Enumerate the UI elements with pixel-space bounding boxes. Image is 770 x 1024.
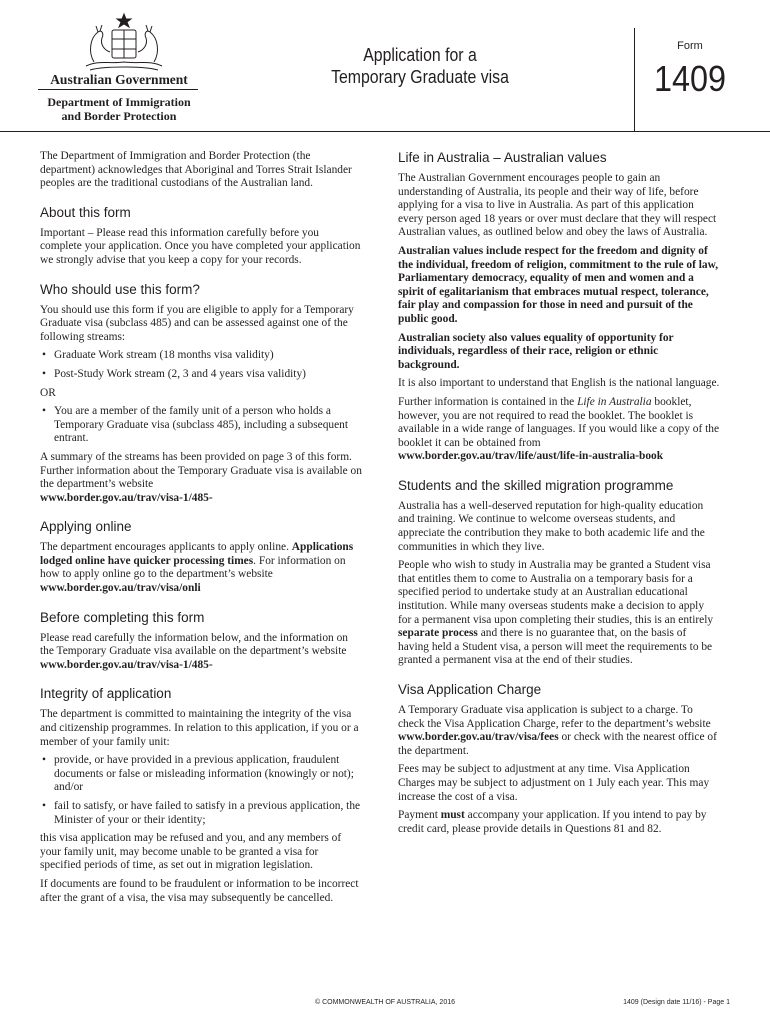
title-line-2: Temporary Graduate visa: [331, 67, 509, 87]
or-text: OR: [40, 386, 56, 399]
payment-text: Payment must accompany your application. If you intend to pay by credit card, please provide details in Questions 81 and 82.: [398, 809, 707, 835]
government-divider: [38, 89, 198, 90]
before-link[interactable]: www.border.gov.au/trav/visa-1/485-: [40, 658, 213, 671]
summary-text: A summary of the streams has been provided on page 3 of this form. Further information about the Temporary Graduate visa is available on the department’s website www.border.gov.au/trav/visa-1/485-: [40, 450, 362, 504]
fees-adjustment-text: Fees may be subject to adjustment at any time. Visa Application Charges may be subject to adjustment on 1 July each year. This may increase the cost of a visa.: [398, 763, 710, 803]
list-item: • Post-Study Work stream (2, 3 and 4 years visa validity): [42, 367, 306, 380]
students-text: Australia has a well-deserved reputation for high-quality education and training. We continue to welcome overseas students, and appreciate the contribution they make to both academic life and the communities in which they live.: [398, 499, 705, 553]
integrity-text: The department is committed to maintaining the integrity of the visa and citizenship programmes. In relation to this application, if you or a member of your family unit:: [40, 708, 359, 748]
about-text: Important – Please read this information carefully before you complete your application. Once you have completed your application we strongly advise that you keep a copy for your records.: [40, 226, 361, 266]
right-column: [398, 150, 720, 841]
before-text: Please read carefully the information below, and the information on the Temporary Graduate visa available on the department’s website www.border.gov.au/trav/visa-1/485-: [40, 631, 348, 671]
acknowledgement-text: The Department of Immigration and Border Protection (the department) acknowledges that Aboriginal and Torres Strait Islander peoples are the traditional custodians of the Australian land.: [40, 150, 352, 190]
list-item: • Graduate Work stream (18 months visa validity): [42, 349, 274, 362]
list-item: • provide, or have provided in a previous application, fraudulent documents or false or misleading information (knowingly or not); and/or: [42, 754, 354, 794]
copyright-text: © COMMONWEALTH OF AUSTRALIA, 2016: [315, 999, 455, 1006]
list-item: • You are a member of the family unit of a person who holds a Temporary Graduate visa (subclass 485), including a subsequent entrant.: [42, 405, 349, 445]
list-item: • fail to satisfy, or have failed to satisfy in a previous application, the Minister of your or their identity;: [42, 800, 361, 826]
about-heading: About this form: [40, 204, 131, 220]
students-heading: Students and the skilled migration programme: [398, 477, 674, 493]
students-visa-text: People who wish to study in Australia may be granted a Student visa that entitles them to come to Australia on a temporary basis for a specified period to undertake study at an Australian educational institution. While many overseas students make a decision to apply for a permanent visa upon completing their studies, this is an entirely separate process and there is no guarantee that, on the basis of having held a Student visa, a person will meet the requirements to be granted a permanent visa at the end of their studies.: [398, 559, 714, 667]
online-link[interactable]: www.border.gov.au/trav/visa/onli: [40, 582, 201, 595]
charge-text: A Temporary Graduate visa application is subject to a charge. To check the Visa Application Charge, refer to the department’s website www.border.gov.au/trav/visa/fees or check with the nearest office of the department.: [398, 704, 717, 757]
government-name: Australian Government: [50, 72, 188, 87]
before-heading: Before completing this form: [40, 609, 205, 625]
form-number: 1409: [653, 58, 727, 99]
department-name: Department of Immigration and Border Protection: [47, 95, 191, 123]
booklet-link[interactable]: www.border.gov.au/trav/life/aust/life-in-australia-book: [398, 450, 664, 463]
equality-statement: Australian society also values equality of opportunity for individuals, regardless of their race, religion or ethnic background.: [398, 331, 674, 371]
left-column: [40, 150, 362, 910]
online-text: The department encourages applicants to apply online. Applications lodged online have quicker processing times. For information on how to apply online go to the department’s website www.border.gov.au/trav/visa/onli: [40, 541, 354, 595]
who-heading: Who should use this form?: [40, 281, 200, 297]
values-heading: Life in Australia – Australian values: [398, 150, 607, 165]
integrity-consequence-text: this visa application may be refused and you, and any members of your family unit, may become unable to be granted a visa for specified periods of time, as set out in migration legislation.: [40, 832, 342, 872]
values-statement: Australian values include respect for the freedom and dignity of the individual, freedom of religion, commitment to the rule of law, Parliamentary democracy, equality of men and women and a spirit of egalitarianism that embraces mutual respect, tolerance, fair play and compassion for those in need and pursuit of the public good.: [398, 244, 719, 325]
who-text: You should use this form if you are eligible to apply for a Temporary Graduate visa (subclass 485) and can be assessed against one of the following streams:: [40, 303, 354, 343]
integrity-cancel-text: If documents are found to be fraudulent or information to be incorrect after the grant of a visa, the visa may subsequently be cancelled.: [40, 877, 359, 904]
values-text: The Australian Government encourages people to gain an understanding of Australia, its people and their way of life, before applying for a visa to live in Australia. As part of this application every person aged 18 years or over must declare that they will respect Australian values, as outlined below and obey the laws of Australia.: [398, 172, 717, 239]
document-title: [314, 44, 525, 88]
page-number: 1409 (Design date 11/16) - Page 1: [623, 999, 730, 1006]
english-text: It is also important to understand that English is the national language.: [398, 377, 720, 390]
booklet-text: Further information is contained in the Life in Australia booklet, however, you are not required to read the booklet. The booklet is available in a wide range of languages. If you would like a copy of the booklet it can be obtained from www.border.gov.au/trav/life/aust/life-in-australia-book: [398, 395, 720, 463]
header-divider: [0, 131, 770, 132]
form-label: Form: [677, 40, 703, 52]
fees-link[interactable]: www.border.gov.au/trav/visa/fees: [398, 731, 559, 744]
title-line-1: Application for a: [363, 45, 477, 65]
online-heading: Applying online: [40, 519, 132, 535]
integrity-heading: Integrity of application: [40, 686, 172, 702]
visa-485-link[interactable]: www.border.gov.au/trav/visa-1/485-: [40, 491, 213, 504]
coat-of-arms-icon: [78, 12, 170, 74]
charge-heading: Visa Application Charge: [398, 682, 542, 697]
